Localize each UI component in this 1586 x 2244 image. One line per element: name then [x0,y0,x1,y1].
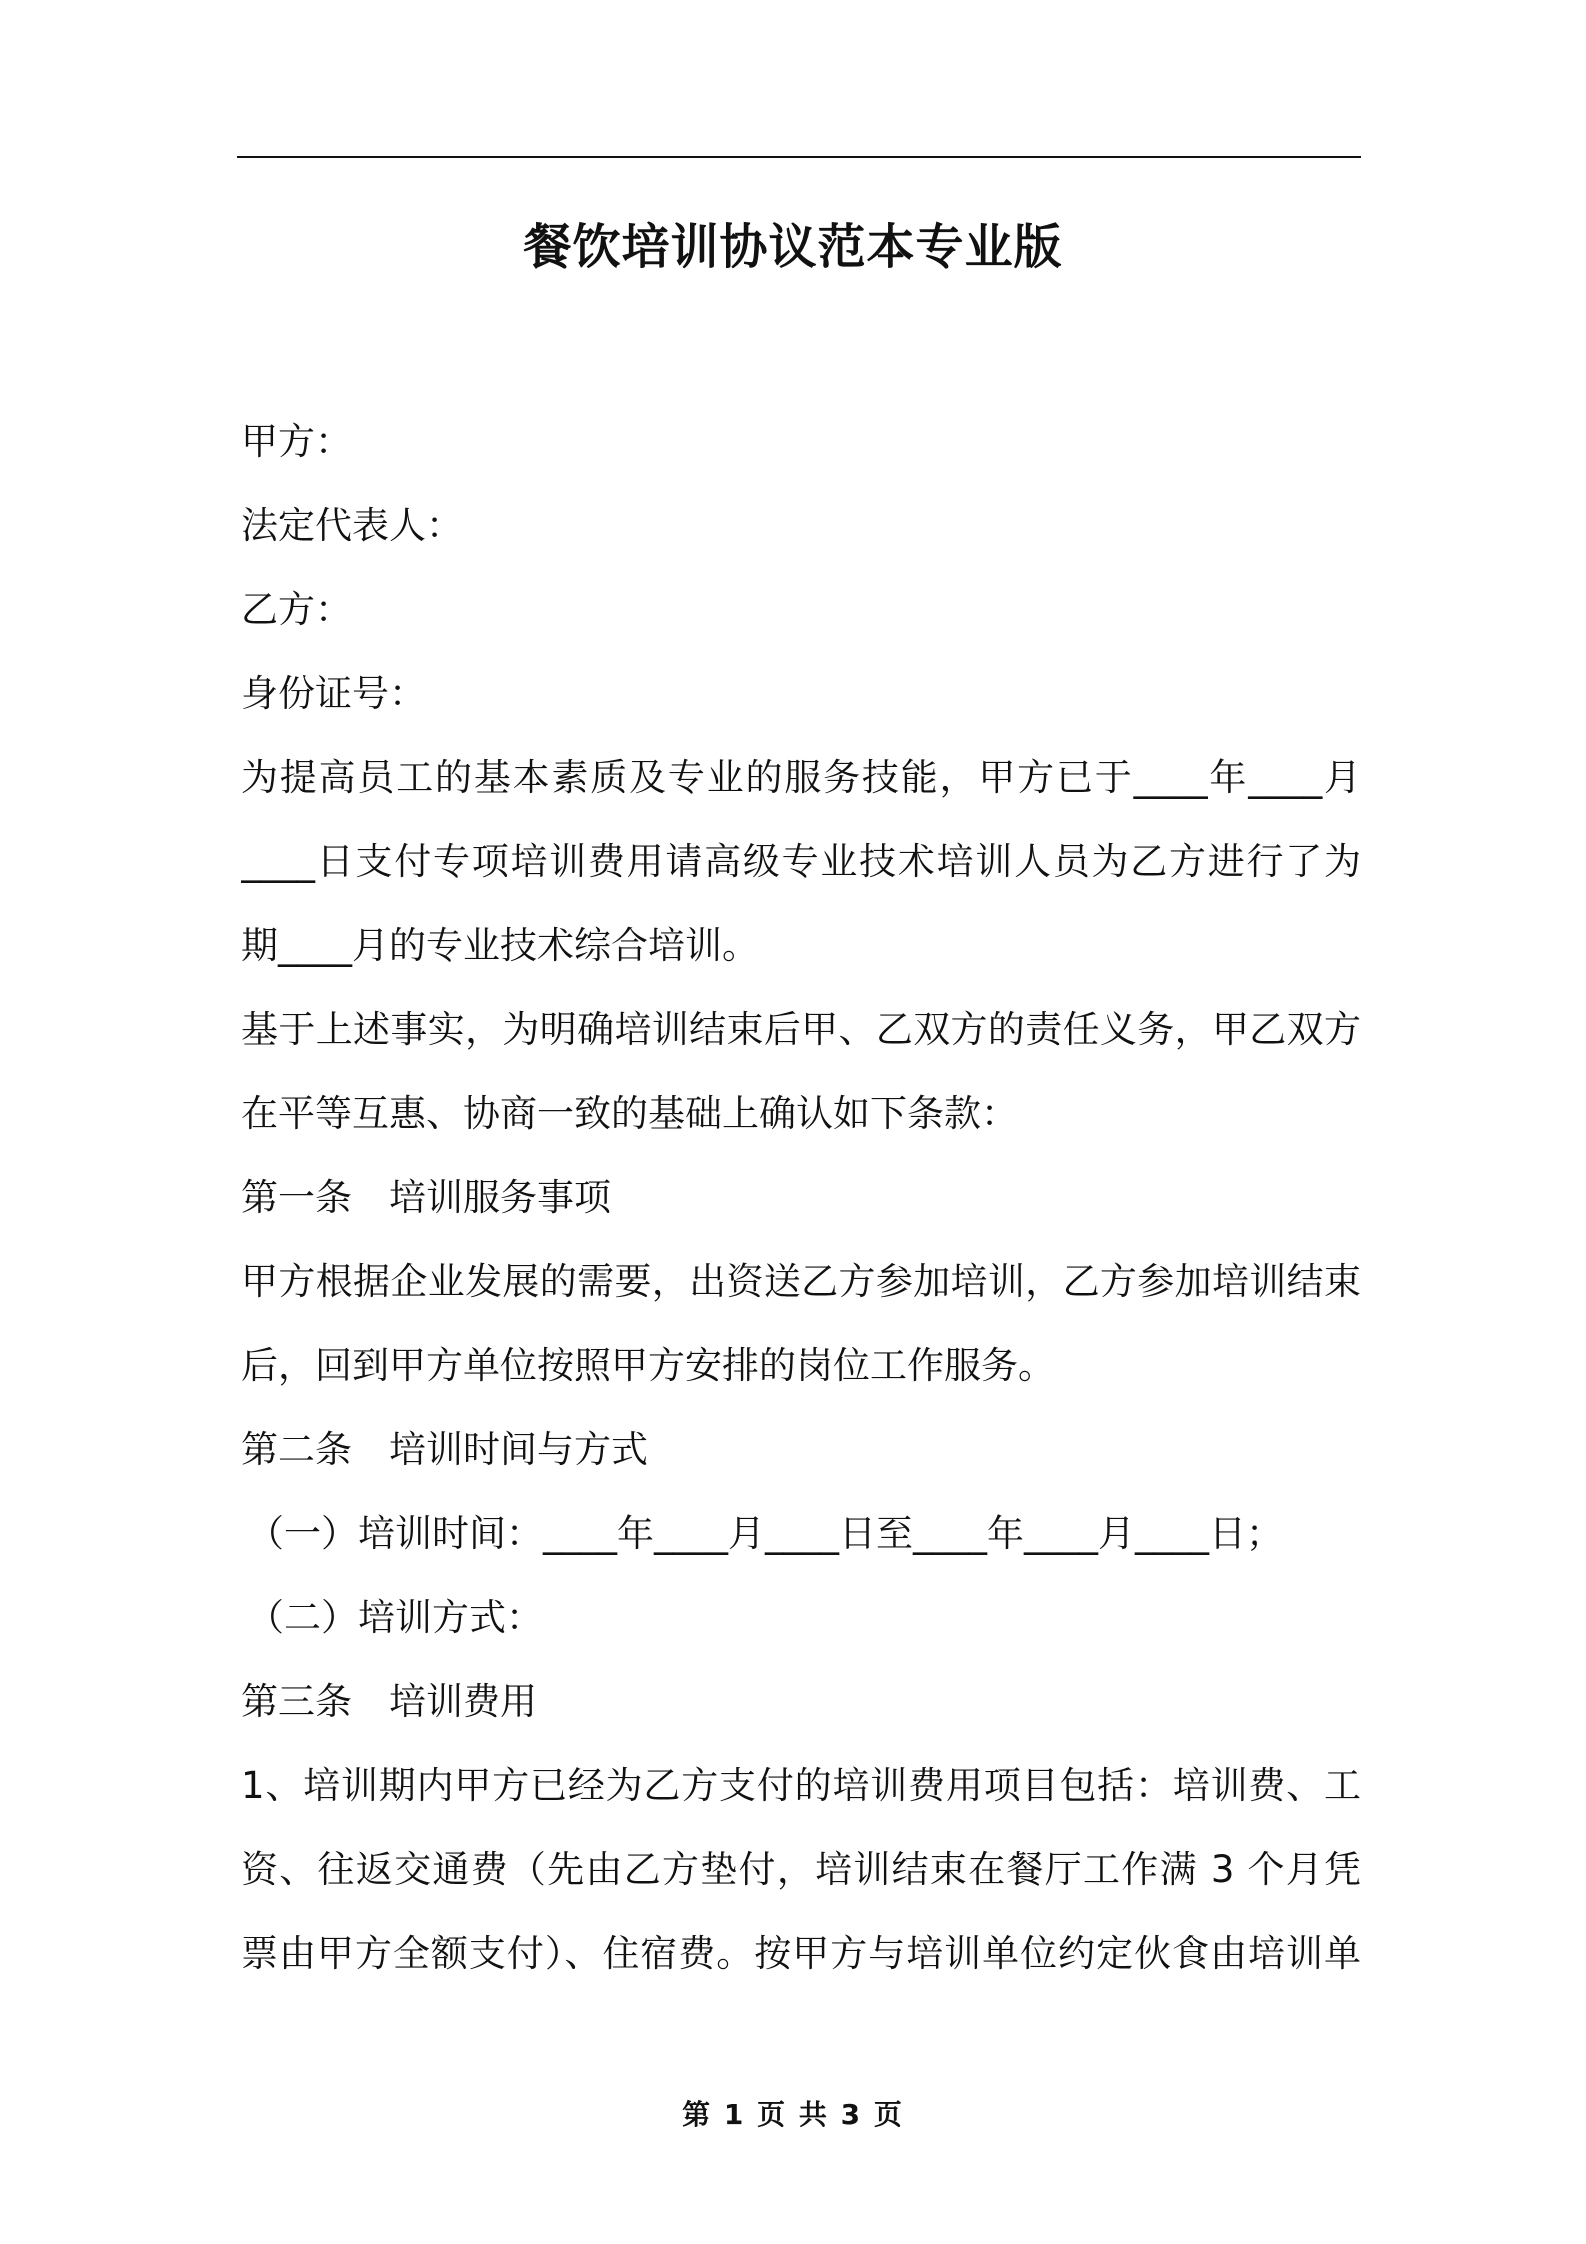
article-1-text-line-1: 甲方根据企业发展的需要，出资送乙方参加培训，乙方参加培训结束 [241,1260,1361,1303]
article-3-heading: 第三条 培训费用 [241,1680,537,1723]
intro-paragraph-line-3: 期____月的专业技术综合培训。 [241,924,759,967]
id-number-line: 身份证号： [241,672,426,715]
document-title: 餐饮培训协议范本专业版 [523,219,1063,275]
page-number-footer: 第 1 页 共 3 页 [682,2098,904,2131]
intro-paragraph-line-1: 为提高员工的基本素质及专业的服务技能，甲方已于____年____月 [241,756,1361,799]
intro-paragraph-line-2: ____日支付专项培训费用请高级专业技术培训人员为乙方进行了为 [241,840,1361,883]
basis-paragraph-line-2: 在平等互惠、协商一致的基础上确认如下条款： [241,1092,1018,1135]
article-3-text-line-3: 票由甲方全额支付）、住宿费。按甲方与培训单位约定伙食由培训单 [241,1932,1361,1975]
training-method-line: （二）培训方式： [247,1596,543,1639]
article-1-heading: 第一条 培训服务事项 [241,1176,611,1219]
article-2-heading: 第二条 培训时间与方式 [241,1428,648,1471]
party-a-line: 甲方： [241,420,352,463]
article-3-text-line-2: 资、往返交通费（先由乙方垫付，培训结束在餐厅工作满 3 个月凭 [241,1848,1361,1891]
legal-representative-line: 法定代表人： [241,504,463,547]
article-3-text-line-1: 1、培训期内甲方已经为乙方支付的培训费用项目包括：培训费、工 [241,1764,1361,1807]
basis-paragraph-line-1: 基于上述事实，为明确培训结束后甲、乙双方的责任义务，甲乙双方 [241,1008,1361,1051]
document-body [241,400,1361,1996]
article-1-text-line-2: 后，回到甲方单位按照甲方安排的岗位工作服务。 [241,1344,1055,1387]
training-time-line: （一）培训时间：____年____月____日至____年____月____日； [247,1512,1283,1555]
header-rule [237,156,1361,158]
party-b-line: 乙方： [241,588,352,631]
